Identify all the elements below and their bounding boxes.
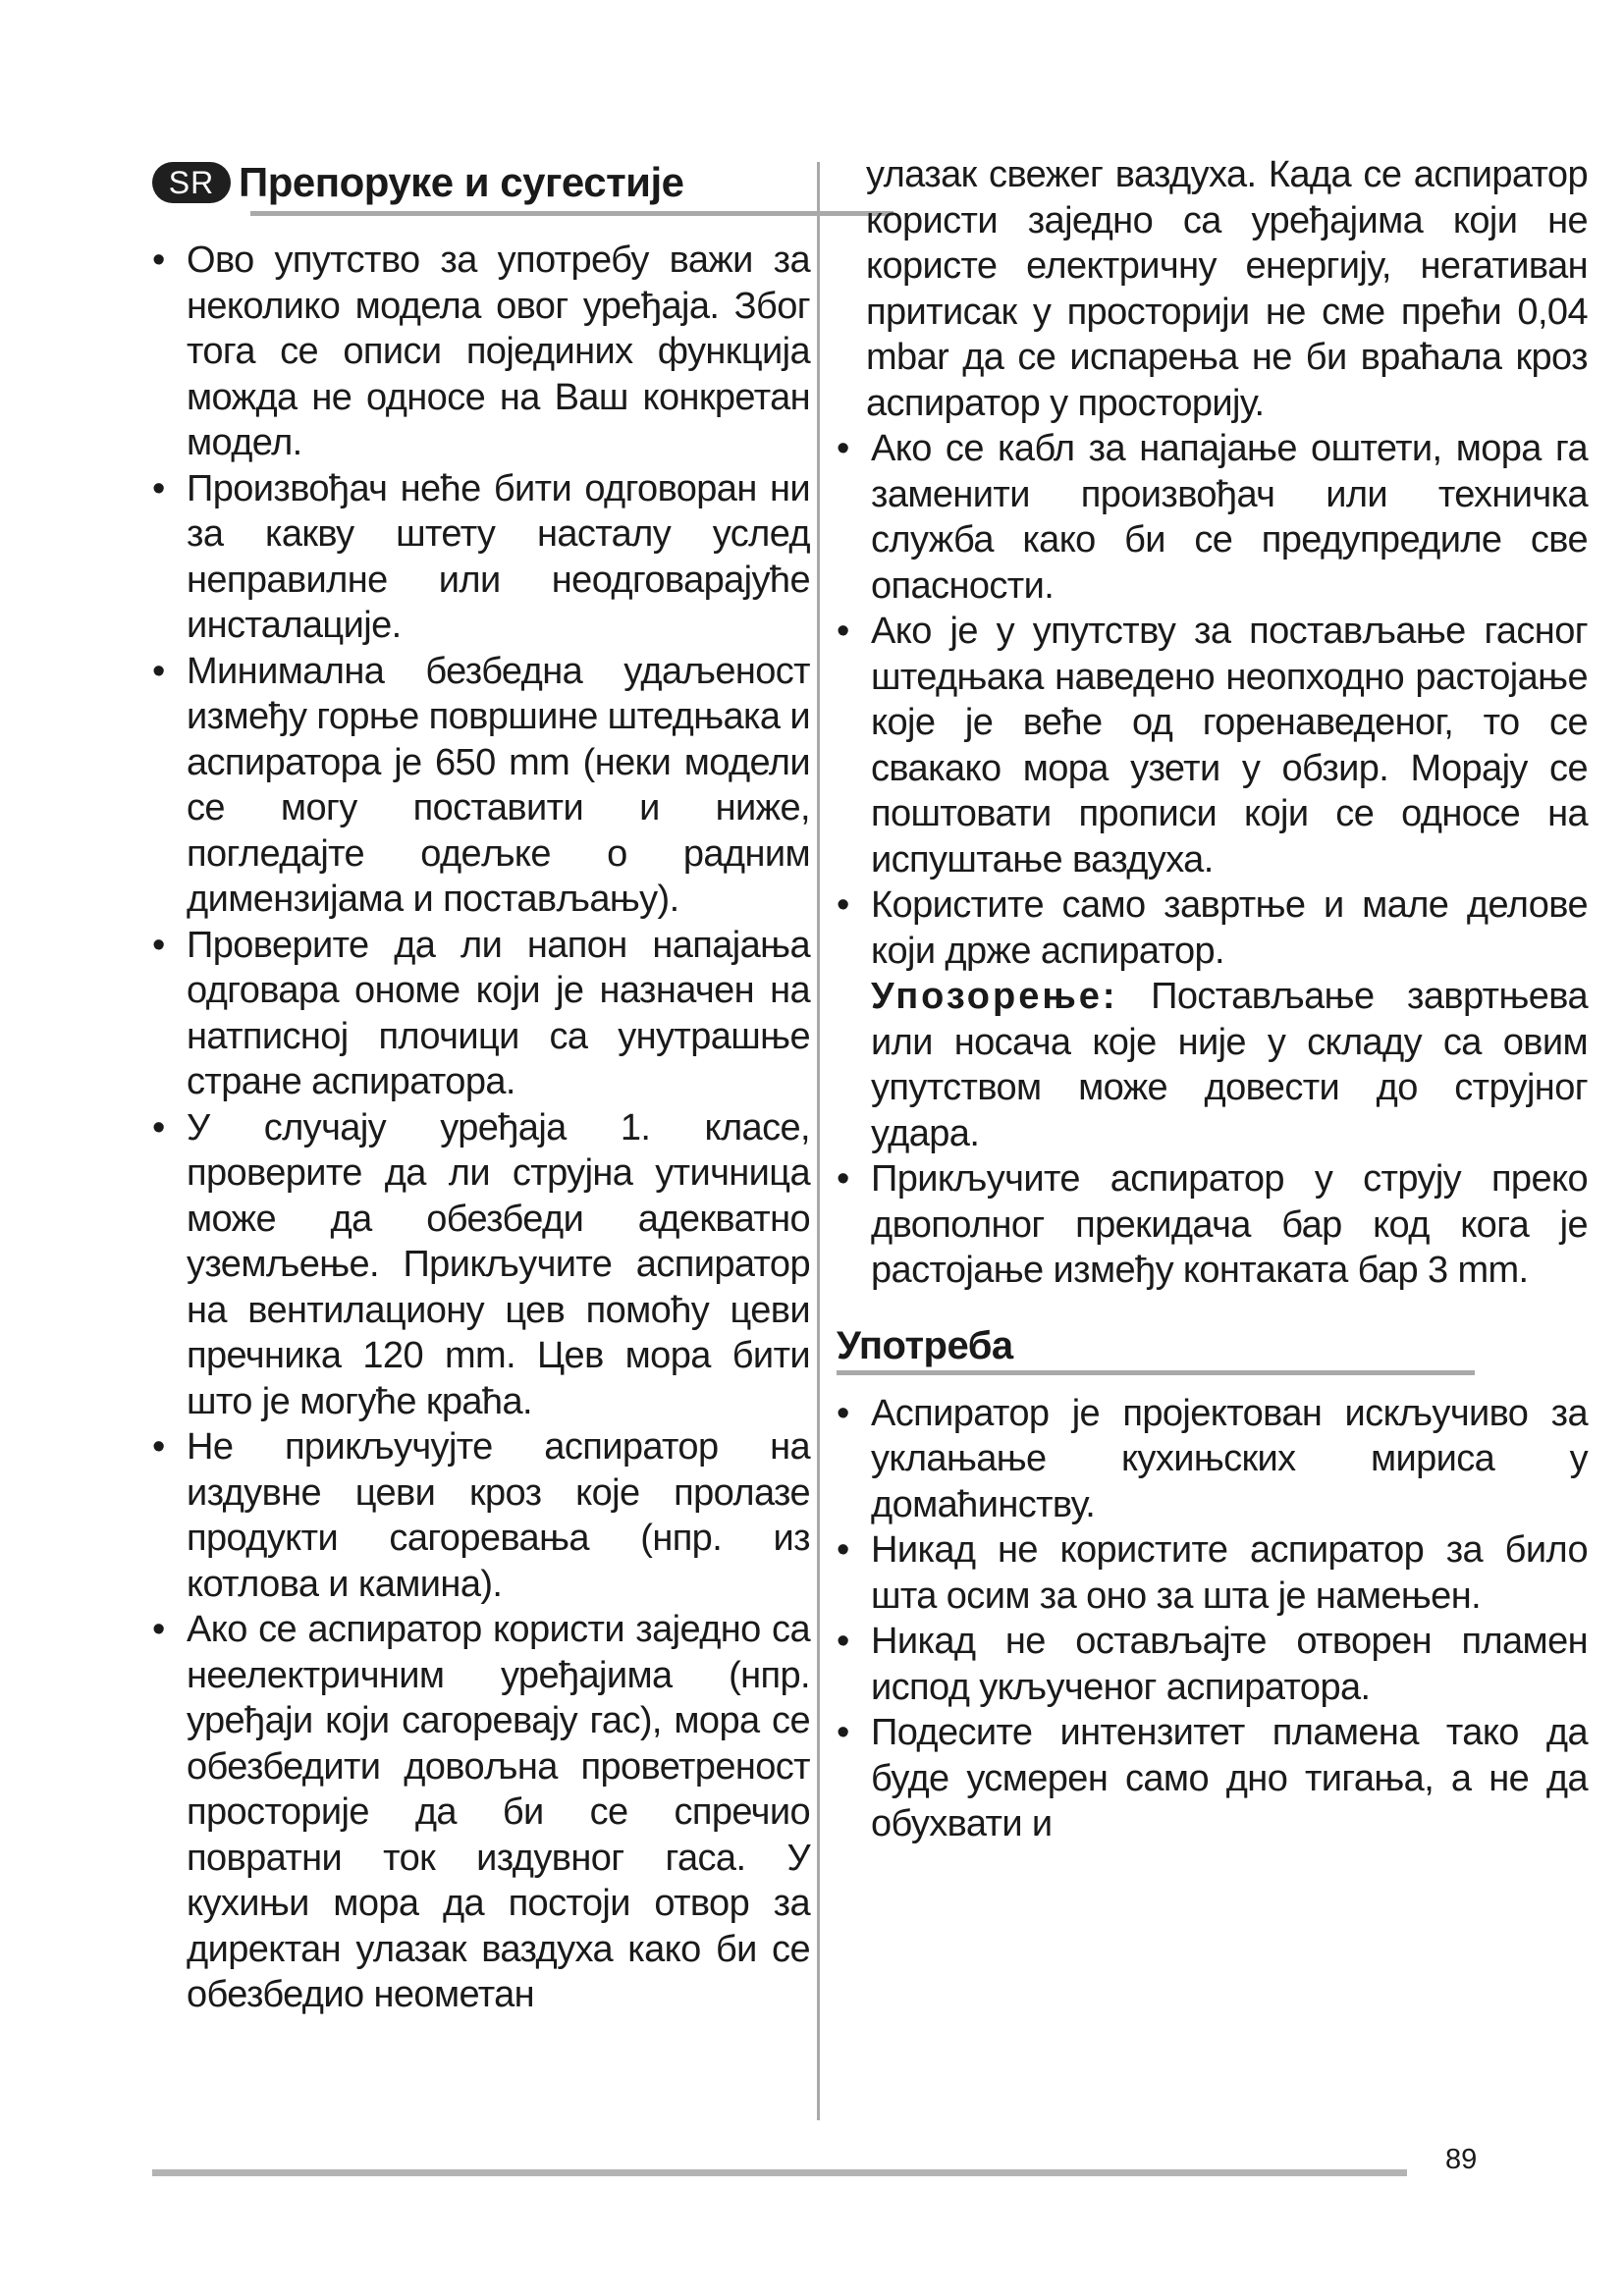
list-item: • Ако се аспиратор користи заједно са неелектричним уређајима (нпр. уређаји који сагоревају гас), мора се обезбедити довољна проветреност просторије да би се спречио повратни ток издувног гаса. У кухињи мора да постоји отвор за директан улазак ваздуха како би се обезбедио неометан [152,1607,810,2018]
list-item: • Користите само завртње и мале делове који држе аспиратор. [837,882,1588,974]
recommendations-list [152,238,810,2018]
footer-rule [152,2169,1407,2176]
recommendations-list-continued [837,426,1588,974]
list-item: • Проверите да ли напон напајања одговара ономе који је назначен на натписној плочици са унутрашње стране аспиратора. [152,923,810,1105]
list-item: • Произвођач неће бити одговоран ни за какву штету насталу услед неправилне или неодговарајуће инсталације. [152,466,810,649]
list-item: • Подесите интензитет пламена тако да буде усмерен само дно тигања, а не да обухвати и [837,1710,1588,1847]
list-item: • У случају уређаја 1. класе, проверите да ли струјна утичница може да обезбеди адекватно уземљење. Прикључите аспиратор на вентилациону цев помоћу цеви пречника 120 mm. Цев мора бити што је могуће краћа. [152,1105,810,1425]
page-number: 89 [1445,2144,1478,2175]
right-column [837,152,1588,1847]
list-item: • Ово упутство за употребу важи за неколико модела овог уређаја. Због тога се описи појединих функција можда не односе на Ваш конкретан модел. [152,238,810,466]
left-column [152,152,810,2018]
usage-heading [837,1321,1588,1372]
list-item: • Ако је у упутству за постављање гасног штедњака наведено неопходно растојање које је веће од горенаведеног, то се свакако мора узети у обзир. Морају се поштовати прописи који се односе на испуштање ваздуха. [837,609,1588,882]
list-item: • Аспиратор је пројектован искључиво за уклањање кухињских мириса у домаћинству. [837,1391,1588,1528]
usage-title: Употреба [837,1324,1013,1367]
list-item: • Прикључите аспиратор у струју преко двополног прекидача бар код кога је растојање између контаката бар 3 mm. [837,1156,1588,1294]
list-item: • Минимална безбедна удаљеност између горње површине штедњака и аспиратора је 650 mm (неки модели се могу поставити и ниже, погледајте одељке о радним димензијама и постављању). [152,649,810,923]
language-badge: SR [152,162,231,203]
warning-note [837,974,1588,1156]
warning-text: Постављање завртњева или носача које није у складу са овим упутством може довести до струјног удара. [871,976,1588,1154]
list-item: • Никад не остављајте отворен пламен испод укљученог аспиратора. [837,1619,1588,1710]
list-item: • Не прикључујте аспиратор на издувне цеви кроз које пролазе продукти сагоревања (нпр. из котлова и камина). [152,1424,810,1607]
warning-label: Упозорење: [871,976,1118,1017]
usage-list [837,1391,1588,1847]
list-item: • Никад не користите аспиратор за било шта осим за оно за шта је намењен. [837,1527,1588,1619]
recommendations-list-end [837,1156,1588,1294]
section-title: Препоруке и сугестије [239,159,684,205]
section-heading [152,152,810,213]
list-item: • Ако се кабл за напајање оштети, мора га заменити произвођач или техничка служба како би се предупредиле све опасности. [837,426,1588,609]
continued-paragraph: улазак свежег ваздуха. Када се аспиратор користи заједно са уређајима који не користе електричну енергију, негативан притисак у просторији не сме прећи 0,04 mbar да се испарења не би враћала кроз аспиратор у просторију. [866,154,1588,424]
column-divider [817,162,820,2120]
